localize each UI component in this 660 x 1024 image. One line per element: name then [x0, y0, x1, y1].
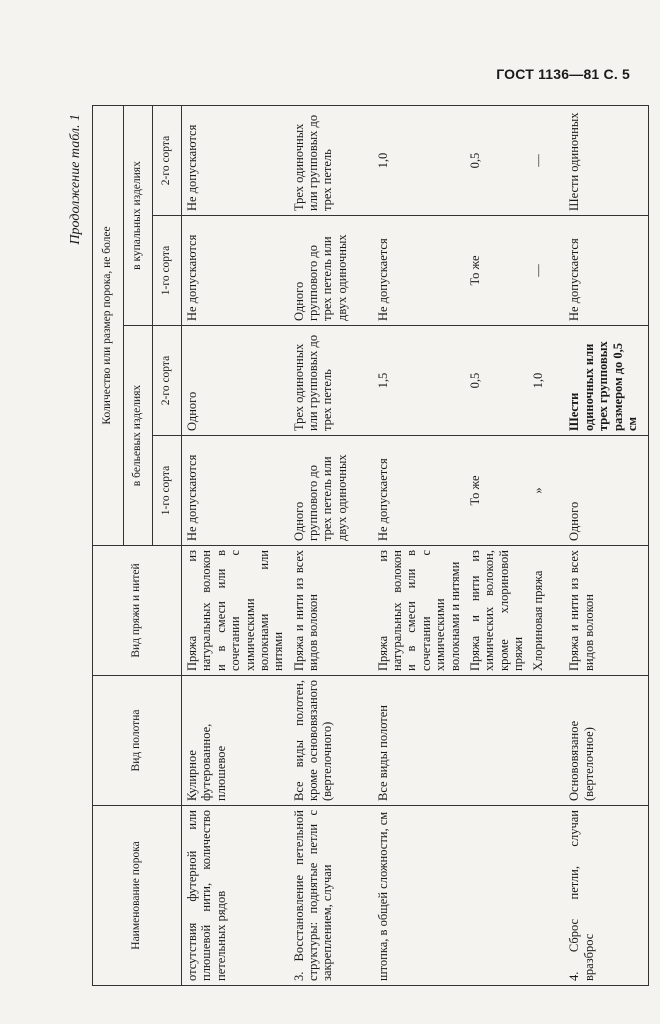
cell-bath-grade1: Не допускаются	[182, 216, 289, 326]
cell-yarn: Хлориновая пряжа	[528, 546, 564, 676]
header-linen-grade1: 1-го сорта	[153, 436, 182, 546]
cell-bath-grade2: Не допускаются	[182, 106, 289, 216]
cell-bath-grade2: 1,0	[373, 106, 465, 216]
cell-fabric	[465, 676, 529, 806]
cell-yarn: Пряжа и нити из всех видов волокон	[289, 546, 373, 676]
header-defect-name: Наименование порока	[93, 806, 182, 986]
table-continuation-label: Продолжение табл. 1	[68, 114, 83, 245]
cell-bath-grade2: Трех одиночных или групповых до трех петель	[289, 106, 373, 216]
cell-defect-name: 4. Сброс петли, случаи вразброс	[564, 806, 649, 986]
cell-fabric: Все виды полотен, кроме основовязаного (вертелочного)	[289, 676, 373, 806]
cell-bath-grade1: Не допускается	[373, 216, 465, 326]
header-linen: в бельевых изделиях	[124, 326, 153, 546]
cell-yarn: Пряжа и нити из всех видов волокон	[564, 546, 649, 676]
header-linen-grade2: 2-го сорта	[153, 326, 182, 436]
cell-linen-grade2: 0,5	[465, 326, 529, 436]
header-quantity: Количество или размер порока, не более	[93, 106, 124, 546]
cell-defect-name	[528, 806, 564, 986]
cell-yarn: Пряжа из натуральных волокон и в смеси или в сочетании с химическими волокнами или нитями	[182, 546, 289, 676]
cell-linen-grade2: 1,0	[528, 326, 564, 436]
page-header: ГОСТ 1136—81 С. 5	[496, 66, 630, 82]
cell-fabric: Основовязаное (вертелочное)	[564, 676, 649, 806]
cell-linen-grade1: Не допускается	[373, 436, 465, 546]
header-bath-grade1: 1-го сорта	[153, 216, 182, 326]
cell-defect-name	[465, 806, 529, 986]
cell-linen-grade2: Трех одиночных или групповых до трех петель	[289, 326, 373, 436]
table-row	[182, 106, 289, 986]
cell-bath-grade1: —	[528, 216, 564, 326]
cell-yarn: Пряжа из натуральных волокон и в смеси или в сочетании с химическими волокнами и нитями	[373, 546, 465, 676]
cell-fabric	[528, 676, 564, 806]
defects-table	[92, 105, 649, 986]
rotated-table-block	[68, 106, 639, 986]
header-bath: в купальных изделиях	[124, 106, 153, 326]
cell-bath-grade2: Шести одиночных	[564, 106, 649, 216]
table-row	[564, 106, 649, 986]
cell-yarn: Пряжа и нити из химических волокон, кроме хлориновой пряжи	[465, 546, 529, 676]
table-row	[465, 106, 529, 986]
cell-defect-name: штопка, в общей сложности, см	[373, 806, 465, 986]
cell-bath-grade1: Одного группового до трех петель или двух одиночных	[289, 216, 373, 326]
cell-linen-grade1: Одного	[564, 436, 649, 546]
cell-linen-grade2: 1,5	[373, 326, 465, 436]
cell-bath-grade2: —	[528, 106, 564, 216]
cell-fabric: Все виды полотен	[373, 676, 465, 806]
cell-bath-grade1: То же	[465, 216, 529, 326]
cell-defect-name: 3. Восстановление петельной структуры: поднятые петли с закреплением, случаи	[289, 806, 373, 986]
table-row	[289, 106, 373, 986]
header-bath-grade2: 2-го сорта	[153, 106, 182, 216]
cell-linen-grade1: То же	[465, 436, 529, 546]
cell-bath-grade2: 0,5	[465, 106, 529, 216]
cell-linen-grade2: Одного	[182, 326, 289, 436]
table-row	[373, 106, 465, 986]
cell-bath-grade1: Не допускается	[564, 216, 649, 326]
header-yarn-type: Вид пряжи и нитей	[93, 546, 182, 676]
cell-linen-grade1: Не допускаются	[182, 436, 289, 546]
table-row	[528, 106, 564, 986]
cell-defect-name: отсутствия футерной или плюшевой нити, количество петельных рядов	[182, 806, 289, 986]
header-fabric-type: Вид полотна	[93, 676, 182, 806]
cell-fabric: Кулирное футерованное, плюшевое	[182, 676, 289, 806]
cell-linen-grade2: Шести одиночных или трех групповых размером до 0,5 см	[564, 326, 649, 436]
cell-linen-grade1: Одного группового до трех петель или двух одиночных	[289, 436, 373, 546]
cell-linen-grade1: »	[528, 436, 564, 546]
